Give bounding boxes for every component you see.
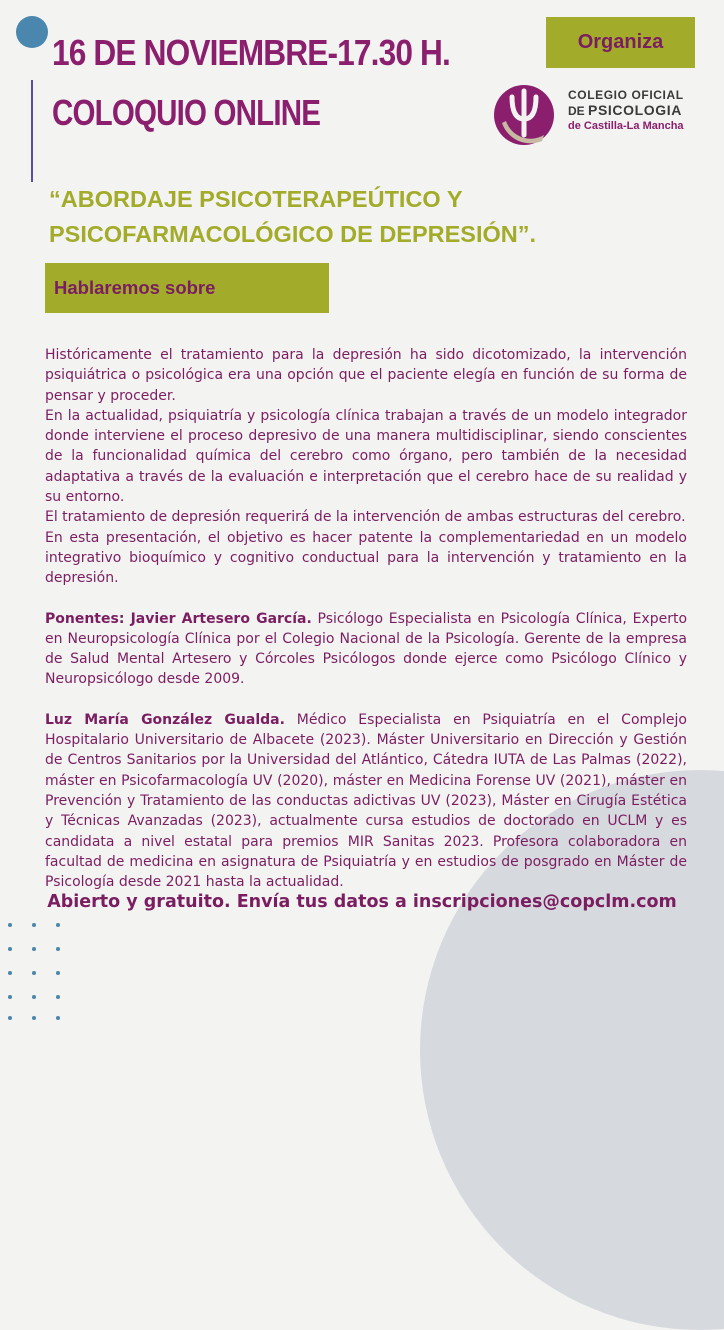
accent-line (31, 80, 33, 182)
paragraph: En esta presentación, el objetivo es hacer patente la complementariedad en un modelo integrativo bioquímico y cognitivo conductual para la intervención y tratamiento en la depresión. (45, 529, 687, 587)
speaker-2-name: Luz María González Gualda. (45, 711, 285, 728)
body-text (45, 345, 687, 892)
section-label: Hablaremos sobre (45, 263, 329, 313)
speaker-1-name: Ponentes: Javier Artesero García. (45, 610, 312, 627)
talk-title: “ABORDAJE PSICOTERAPEÚTICO Y PSICOFARMACOLÓGICO DE DEPRESIÓN”. (49, 186, 537, 247)
organizer-line3: de Castilla-La Mancha (568, 120, 684, 132)
speaker-1-bio: Psicólogo Especialista en Psicología Clínica, Experto en Neuropsicología Clínica por el Colegio Nacional de la Psicología. Gerente de la empresa de Salud Mental Artesero y Córcoles Psicólogos donde ejerce como Psicólogo Clínico y Neuropsicólogo desde 2009. (45, 610, 688, 688)
organiza-badge: Organiza (546, 17, 695, 68)
organizer-line1: COLEGIO OFICIAL (568, 88, 684, 102)
decorative-dots (8, 920, 68, 1020)
speaker-2-bio: Médico Especialista en Psiquiatría en el Complejo Hospitalario Universitario de Albacete (2023). Máster Universitario en Dirección y Gestión de Centros Sanitarios por la Universidad del Atlántico, Cátedra IUTA de Las Palmas (2022), máster en Psicofarmacología UV (2020), máster en Medicina Forense UV (2021), máster en Prevención y Tratamiento de las conductas adictivas UV (2023), Máster en Cirugía Estética y Técnicas Avanzadas (2023), actualmente cursa estudios de doctorado en UCLM y es candidata a nivel estatal para premios MIR Sanitas 2023. Profesora colaboradora en facultad de medicina en asignatura de Psiquiatría y en estudios de posgrado en Máster de Psicología desde 2021 hasta la actualidad. (45, 711, 687, 891)
event-type: COLOQUIO ONLINE (52, 92, 321, 133)
paragraph: El tratamiento de depresión requerirá de la intervención de ambas estructuras del cerebro. (45, 509, 686, 526)
organizer-name (568, 88, 684, 133)
organizer-line2: DE PSICOLOGIA (568, 102, 682, 118)
decorative-circle-small (16, 16, 48, 48)
speaker-1 (45, 609, 687, 690)
event-date: 16 DE NOVIEMBRE-17.30 H. (52, 32, 450, 73)
paragraph: En la actualidad, psiquiatría y psicología clínica trabajan a través de un modelo integrador donde interviene el proceso depresivo de una manera multidisciplinar, siendo conscientes de la funcionalidad química del cerebro como órgano, pero también de la necesidad adaptativa a través de la evaluación e interpretación que el cerebro hace de su realidad y su entorno. (45, 407, 687, 506)
registration-footer: Abierto y gratuito. Envía tus datos a inscripciones@copclm.com (47, 892, 677, 912)
psi-logo-icon (492, 83, 556, 147)
paragraph: Históricamente el tratamiento para la depresión ha sido dicotomizado, la intervención psiquiátrica o psicológica era una opción que el paciente elegía en función de su forma de pensar y proceder. (45, 347, 687, 404)
speaker-2 (45, 710, 687, 893)
